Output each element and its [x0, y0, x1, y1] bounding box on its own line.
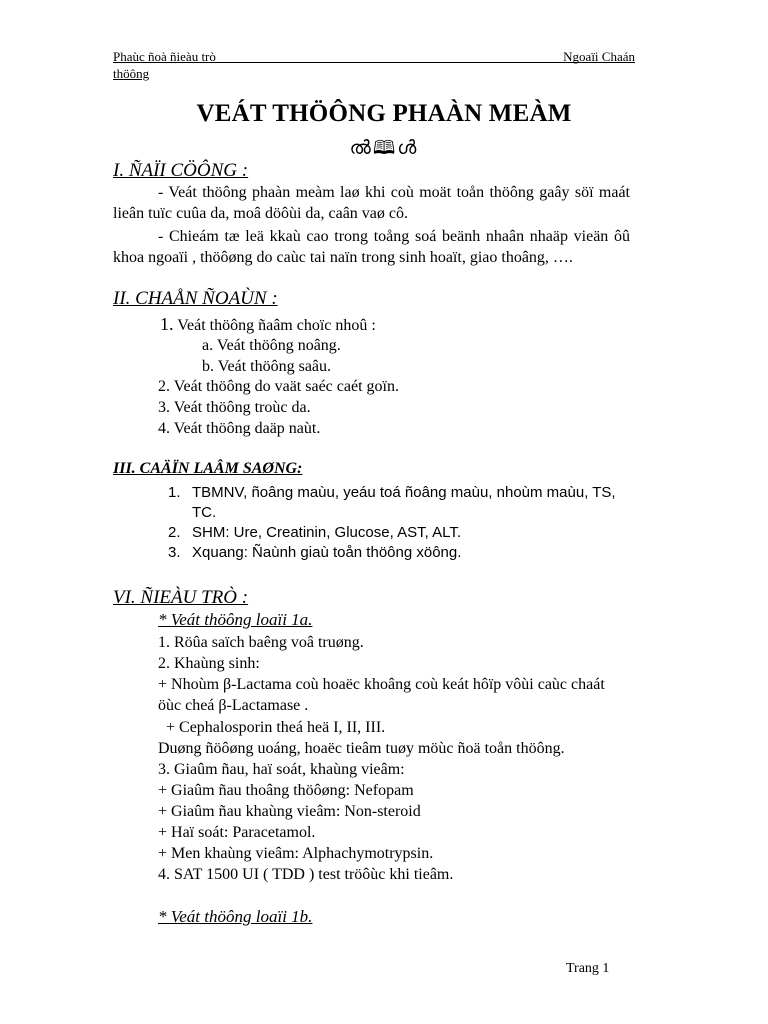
- section3-item2-num: 2.: [168, 524, 181, 541]
- treatment-line: + Men khaùng vieâm: Alphachymotrypsin.: [158, 845, 434, 862]
- treatment-line: + Giaûm ñau khaùng vieâm: Non-steroid: [158, 803, 421, 820]
- section2-item1a: a. Veát thöông noâng.: [202, 337, 341, 354]
- section1-para2: - Chieám tæ leä kkaù cao trong toång soá beänh nhaân nhaäp vieän ôû khoa ngoaïi , thöôøng do caùc tai naïn trong sinh hoaït, giao thoâng, ….: [113, 228, 630, 266]
- section3-item2: [168, 523, 461, 543]
- treatment-line: + Giaûm ñau thoâng thöôøng: Nefopam: [158, 782, 414, 799]
- section3-item3-text: Xquang: Ñaùnh giaù toån thöông xöông.: [192, 544, 462, 561]
- section2-item1-num: 1.: [160, 314, 174, 334]
- treatment-line: öùc cheá β-Lactamase .: [158, 697, 309, 714]
- ornament: ൽ🕮ൾ: [349, 138, 419, 159]
- header-left: Phaùc ñoà ñieàu trò: [113, 49, 216, 64]
- section3-heading: III. CAÄÏN LAÂM SAØNG:: [113, 460, 303, 477]
- treatment-line: 3. Giaûm ñau, haï soát, khaùng vieâm:: [158, 761, 405, 778]
- section3-item1-num: 1.: [168, 484, 181, 501]
- treatment-line: 4. SAT 1500 UI ( TDD ) test tröôùc khi tieâm.: [158, 866, 454, 883]
- section4-heading: VI. ÑIEÀU TRÒ :: [113, 587, 249, 608]
- treatment-line: 1. Röûa saïch baêng voâ truøng.: [158, 634, 364, 651]
- section1-heading: I. ÑAÏI CÖÔNG :: [113, 160, 249, 181]
- page-title: VEÁT THÖÔNG PHAÀN MEÀM: [196, 100, 572, 127]
- section3-item3: [168, 543, 461, 563]
- treatment-line: Duøng ñöôøng uoáng, hoaëc tieâm tuøy möùc ñoä toån thöông.: [158, 740, 565, 757]
- treatment-line: + Cephalosporin theá heä I, II, III.: [158, 719, 386, 736]
- section3-item3-num: 3.: [168, 544, 181, 561]
- header-left-line2: thöông: [113, 66, 150, 81]
- section2-item1: [160, 314, 376, 336]
- section2-item3: 3. Veát thöông troùc da.: [158, 399, 311, 416]
- section4-sub2: * Veát thöông loaïi 1b.: [158, 907, 313, 926]
- section2-item4: 4. Veát thöông daäp naùt.: [158, 420, 321, 437]
- section3-item1-text: TBMNV, ñoâng maùu, yeáu toá ñoâng maùu, nhoùm maùu, TS,: [192, 484, 616, 501]
- section3-item2-text: SHM: Ure, Creatinin, Glucose, AST, ALT.: [192, 524, 461, 541]
- section2-item2: 2. Veát thöông do vaät saéc caét goïn.: [158, 378, 399, 395]
- section3-item1-cont: TC.: [192, 504, 217, 521]
- section4-sub1: * Veát thöông loaïi 1a.: [158, 610, 313, 629]
- section2-item1-text: Veát thöông ñaâm choïc nhoû :: [177, 317, 376, 334]
- treatment-line: + Haï soát: Paracetamol.: [158, 824, 316, 841]
- section2-item1b: b. Veát thöông saâu.: [202, 358, 332, 375]
- treatment-line: + Nhoùm β-Lactama coù hoaëc khoâng coù keát hôïp vôùi caùc chaát: [158, 676, 605, 693]
- page-number: Trang 1: [566, 961, 610, 976]
- section1-para1: - Veát thöông phaàn meàm laø khi coù moät toån thöông gaây söï maát lieân tuïc cuûa da, moâ döôùi da, caân vaø cô.: [113, 184, 630, 222]
- section3-item1: [168, 483, 616, 503]
- header-rule: [113, 62, 635, 63]
- header-right: Ngoaïi Chaán: [563, 49, 635, 64]
- treatment-line: 2. Khaùng sinh:: [158, 655, 260, 672]
- section2-heading: II. CHAÅN ÑOAÙN :: [113, 288, 278, 309]
